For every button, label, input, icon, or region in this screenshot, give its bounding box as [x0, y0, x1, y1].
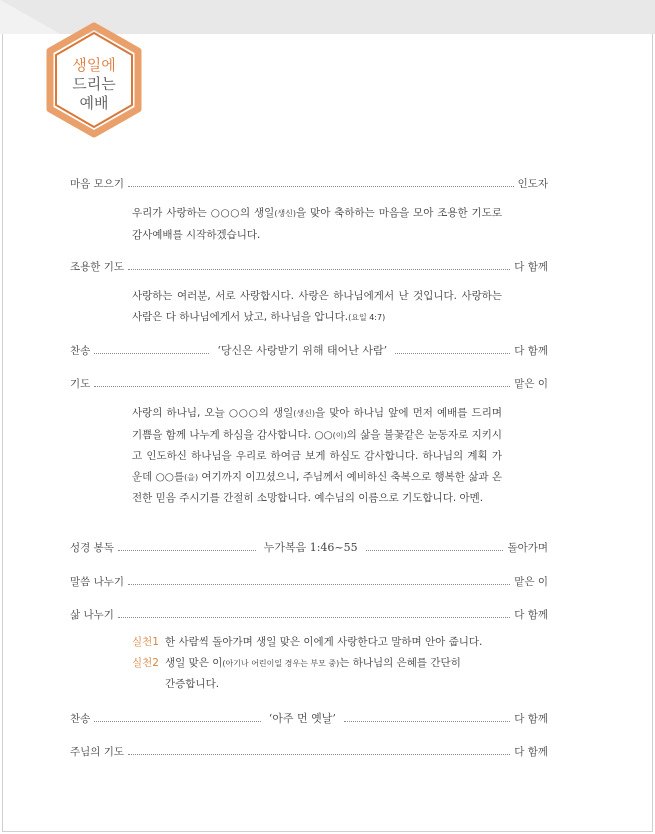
leader-dots	[128, 754, 510, 755]
paragraph-gathering: 우리가 사랑하는 ○○○의 생일(생신)을 맞아 축하하는 마음을 모아 조용한 기도로 감사예배를 시작하겠습니다.	[132, 207, 502, 241]
row-leader: 맡은 이	[514, 377, 548, 390]
row-label: 찬송	[70, 712, 91, 725]
row-label: 조용한 기도	[70, 260, 125, 273]
leader-dots	[128, 186, 514, 187]
row-label: 주님의 기도	[70, 745, 125, 758]
paragraph-prayer: 사랑의 하나님, 오늘 ○○○의 생일(생신)을 맞아 하나님 앞에 먼저 예배를 드리며 기쁨을 함께 나누게 하심을 감사합니다. ○○(이)의 삶을 불꽃같은 눈동자로 지키시고 인도하신 하나님을 우리로 하여금 보게 하심도 감사합니다. 하나님의 계획 가운데 ○○를(을) 여기까지 이끄셨으니, 주님께서 예비하신 축복으로 행복한 삶과 온전한 믿음 주시기를 간절히 소망합니다. 예수님의 이름으로 기도합니다. 아멘.	[132, 407, 503, 504]
leader-dots	[94, 386, 510, 387]
leader-dots	[118, 617, 510, 618]
order-row-silent-prayer	[70, 258, 548, 274]
practice-tag: 실천1	[132, 636, 159, 648]
row-label: 삶 나누기	[70, 608, 114, 621]
row-label: 찬송	[70, 344, 91, 357]
row-leader: 다 함께	[514, 745, 548, 758]
practice-item-2-cont: 간증합니다.	[165, 678, 220, 690]
practice-tag: 실천2	[132, 656, 159, 669]
order-row-sermon	[70, 573, 548, 589]
title-line-3: 예배	[79, 94, 109, 112]
leader-dots	[94, 353, 209, 354]
row-leader: 다 함께	[514, 608, 548, 621]
row-leader: 인도자	[517, 177, 548, 190]
leader-dots	[344, 721, 510, 722]
leader-dots	[395, 353, 510, 354]
row-label: 마음 모으기	[70, 177, 125, 190]
order-row-prayer	[70, 375, 548, 391]
paragraph-silent-prayer: 사랑하는 여러분, 서로 사랑합시다. 사랑은 하나님에게서 난 것입니다. 사랑하는 사람은 다 하나님에게서 났고, 하나님을 압니다.(요일 4:7)	[132, 290, 502, 323]
practice-item-2: 실천2 생일 맞은 이(아기나 어린이일 경우는 부모 중)는 하나님의 은혜를 간단히	[132, 656, 461, 669]
title-badge-text	[44, 56, 144, 113]
row-label: 성경 봉독	[70, 541, 114, 554]
title-line-2: 드리는	[72, 75, 116, 93]
row-label: 말씀 나누기	[70, 575, 125, 588]
row-leader: 다 함께	[514, 344, 549, 357]
order-row-scripture	[70, 539, 548, 555]
leader-dots	[366, 550, 504, 551]
hymn-title: ‘당신은 사랑받기 위해 태어난 사람’	[217, 344, 388, 357]
row-leader: 다 함께	[514, 260, 548, 273]
practice-item-1: 실천1 한 사람씩 돌아가며 생일 맞은 이에게 사랑한다고 말하며 안아 줍니다.	[132, 636, 483, 648]
row-label: 기도	[70, 377, 91, 390]
order-row-lords-prayer	[70, 743, 548, 759]
order-row-gathering	[70, 175, 548, 191]
practice-list	[132, 632, 512, 695]
row-leader: 다 함께	[514, 712, 549, 725]
order-row-life-sharing	[70, 606, 548, 622]
hymn-title: ‘아주 먼 옛날’	[268, 712, 336, 725]
row-leader: 맡은 이	[514, 575, 548, 588]
order-row-hymn-2	[70, 710, 548, 726]
leader-dots	[94, 721, 260, 722]
row-leader: 돌아가며	[507, 541, 549, 554]
order-row-hymn-1	[70, 342, 548, 358]
scripture-reference: 누가복음 1:46~55	[263, 541, 358, 554]
leader-dots	[118, 550, 256, 551]
title-line-1: 생일에	[72, 56, 116, 74]
leader-dots	[128, 584, 510, 585]
leader-dots	[128, 269, 510, 270]
